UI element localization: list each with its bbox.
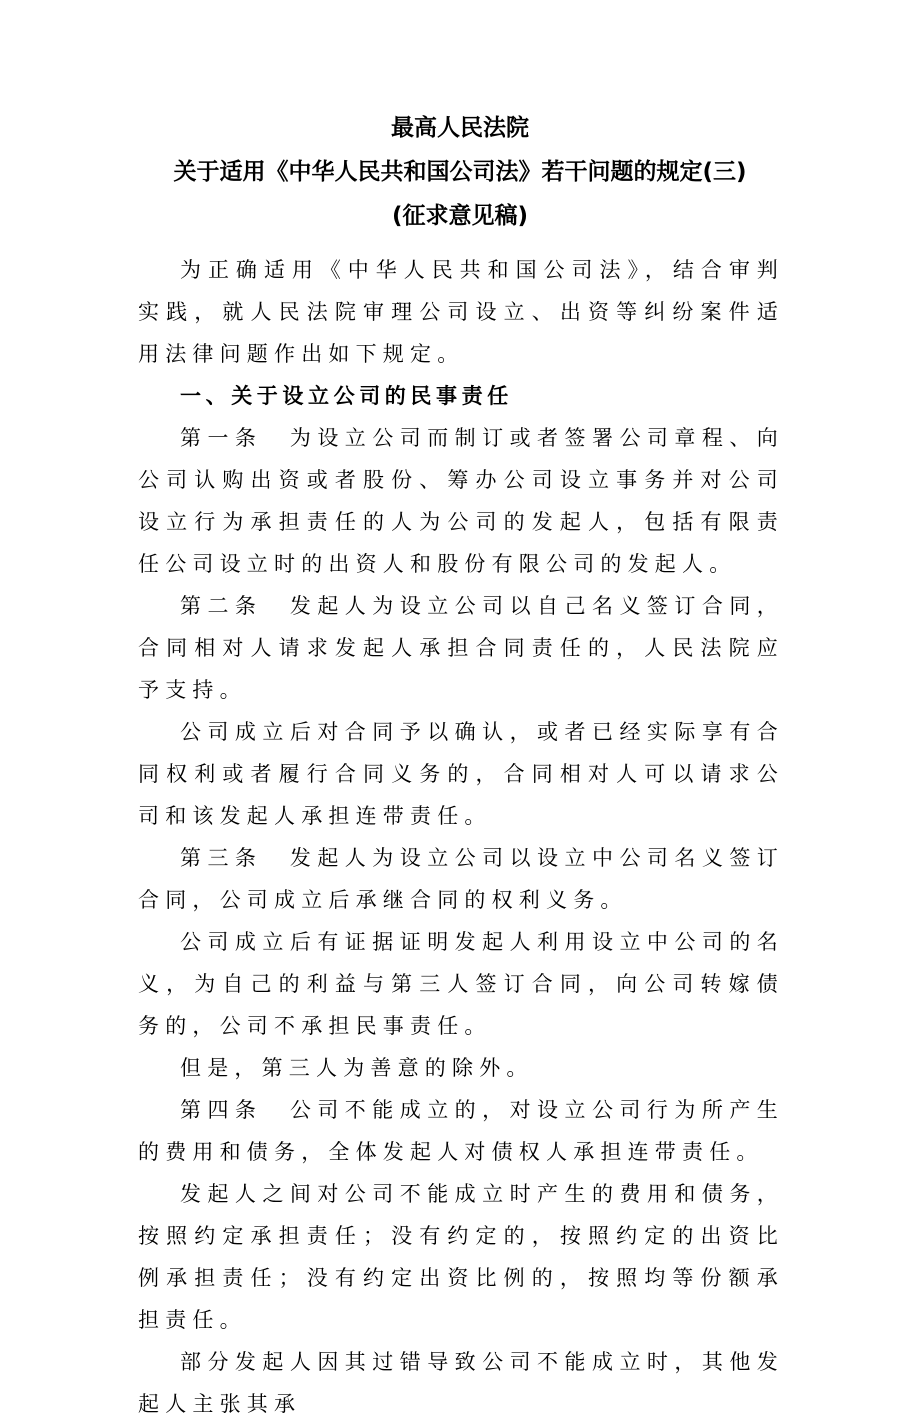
article-3-clause-3: 但是，第三人为善意的除外。 <box>180 1056 534 1080</box>
court-name-title: 最高人民法院 <box>391 115 529 141</box>
section-heading-1: 一、关于设立公司的民事责任 <box>180 384 513 408</box>
article-1-paragraph: 第一条 为设立公司而制订或者签署公司章程、向公司认购出资或者股份、筹办公司设立事务并对公司设立行为承担责任的人为公司的发起人，包括有限责任公司设立时的出资人和股份有限公司的发起人。 <box>138 426 784 576</box>
article-2-paragraph: 第二条 发起人为设立公司以自己名义签订合同，合同相对人请求发起人承担合同责任的，人民法院应予支持。 <box>138 594 784 702</box>
article-4-clause-2: 发起人之间对公司不能成立时产生的费用和债务，按照约定承担责任；没有约定的，按照约定的出资比例承担责任；没有约定出资比例的，按照均等份额承担责任。 <box>138 1182 784 1332</box>
article-4-paragraph: 第四条 公司不能成立的，对设立公司行为所产生的费用和债务，全体发起人对债权人承担连带责任。 <box>138 1098 784 1164</box>
document-body <box>138 249 784 1425</box>
article-3-clause-2: 公司成立后有证据证明发起人利用设立中公司的名义，为自己的利益与第三人签订合同，向公司转嫁债务的，公司不承担民事责任。 <box>138 930 784 1038</box>
article-3-paragraph: 第三条 发起人为设立公司以设立中公司名义签订合同，公司成立后承继合同的权利义务。 <box>138 846 784 912</box>
article-2-clause-2: 公司成立后对合同予以确认，或者已经实际享有合同权利或者履行合同义务的，合同相对人可以请求公司和该发起人承担连带责任。 <box>138 720 784 828</box>
article-4-clause-3: 部分发起人因其过错导致公司不能成立时，其他发起人主张其承 <box>138 1350 784 1416</box>
regulation-title: 关于适用《中华人民共和国公司法》若干问题的规定(三) <box>173 159 747 185</box>
draft-status-subtitle: (征求意见稿) <box>391 203 529 229</box>
preamble-paragraph: 为正确适用《中华人民共和国公司法》，结合审判实践，就人民法院审理公司设立、出资等纠纷案件适用法律问题作出如下规定。 <box>138 258 784 366</box>
document-title-block <box>0 106 920 238</box>
